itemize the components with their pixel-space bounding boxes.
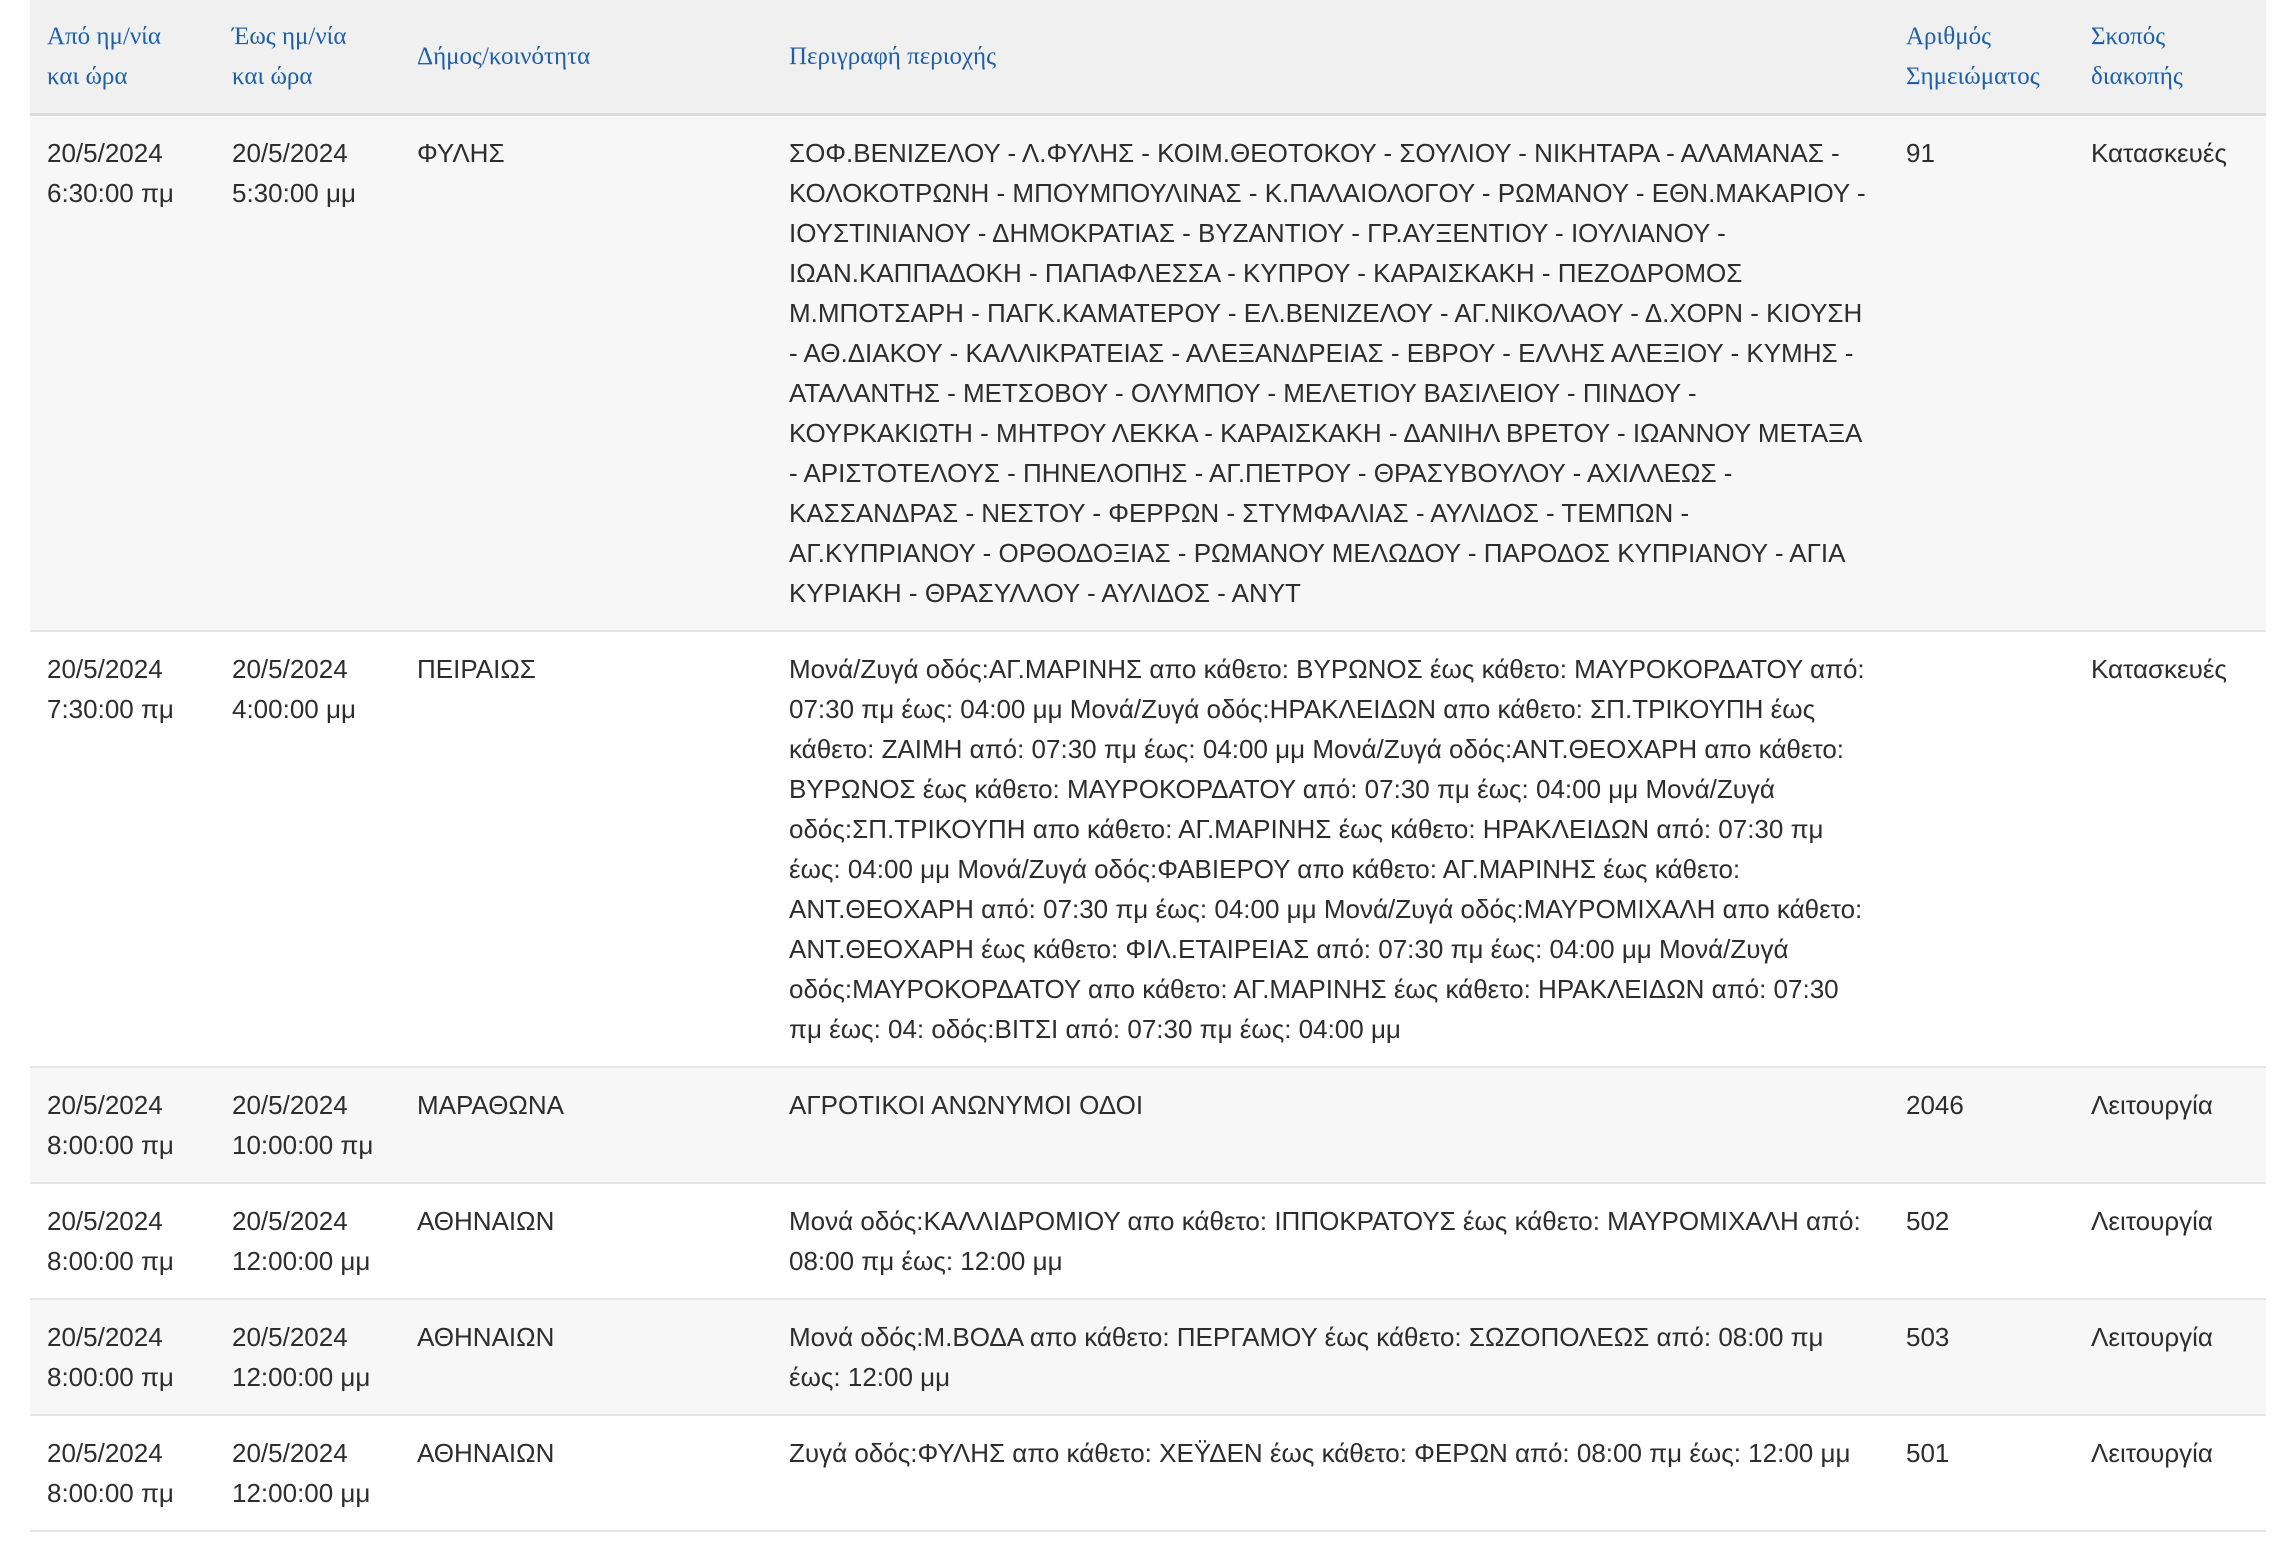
- cell-municipality: ΑΘΗΝΑΙΩΝ: [417, 1322, 555, 1352]
- header-notice-number[interactable]: Αριθμός Σημειώματος: [1906, 23, 2040, 90]
- table-row: [30, 631, 2266, 1067]
- cell-notice-number: 502: [1906, 1206, 1950, 1236]
- cell-outage-purpose: Λειτουργία: [2091, 1090, 2213, 1120]
- table-row: [30, 1299, 2266, 1415]
- cell-notice-number: 2046: [1906, 1090, 1964, 1120]
- cell-from-datetime: 20/5/2024 6:30:00 πμ: [47, 138, 174, 208]
- header-to-datetime[interactable]: Έως ημ/νία και ώρα: [232, 23, 347, 90]
- table-row: [30, 115, 2266, 632]
- cell-from-datetime: 20/5/2024 8:00:00 πμ: [47, 1322, 174, 1392]
- cell-area-description: Μονά/Ζυγά οδός:ΑΓ.ΜΑΡΙΝΗΣ απο κάθετο: ΒΥΡΩΝΟΣ έως κάθετο: ΜΑΥΡΟΚΟΡΔΑΤΟΥ από: 07:30 πμ έως: 04:00 μμ Μονά/Ζυγά οδός:ΗΡΑΚΛΕΙΔΩΝ απο κάθετο: ΣΠ.ΤΡΙΚΟΥΠΗ έως κάθετο: ΖΑΙΜΗ από: 07:30 πμ έως: 04:00 μμ Μονά/Ζυγά οδός:ΑΝΤ.ΘΕΟΧΑΡΗ απο κάθετο: ΒΥΡΩΝΟΣ έως κάθετο: ΜΑΥΡΟΚΟΡΔΑΤΟΥ από: 07:30 πμ έως: 04:00 μμ Μονά/Ζυγά οδός:ΣΠ.ΤΡΙΚΟΥΠΗ απο κάθετο: ΑΓ.ΜΑΡΙΝΗΣ έως κάθετο: ΗΡΑΚΛΕΙΔΩΝ από: 07:30 πμ έως: 04:00 μμ Μονά/Ζυγά οδός:ΦΑΒΙΕΡΟΥ απο κάθετο: ΑΓ.ΜΑΡΙΝΗΣ έως κάθετο: ΑΝΤ.ΘΕΟΧΑΡΗ από: 07:30 πμ έως: 04:00 μμ Μονά/Ζυγά οδός:ΜΑΥΡΟΜΙΧΑΛΗ απο κάθετο: ΑΝΤ.ΘΕΟΧΑΡΗ έως κάθετο: ΦΙΛ.ΕΤΑΙΡΕΙΑΣ από: 07:30 πμ έως: 04:00 μμ Μονά/Ζυγά οδός:ΜΑΥΡΟΚΟΡΔΑΤΟΥ απο κάθετο: ΑΓ.ΜΑΡΙΝΗΣ έως κάθετο: ΗΡΑΚΛΕΙΔΩΝ από: 07:30 πμ έως: 04: οδός:ΒΙΤΣΙ από: 07:30 πμ έως: 04:00 μμ: [789, 654, 1865, 1044]
- header-from-datetime[interactable]: Από ημ/νία και ώρα: [47, 23, 161, 90]
- cell-to-datetime: 20/5/2024 12:00:00 μμ: [232, 1322, 371, 1392]
- cell-to-datetime: 20/5/2024 5:30:00 μμ: [232, 138, 356, 208]
- cell-from-datetime: 20/5/2024 7:30:00 πμ: [47, 654, 174, 724]
- outages-table: [30, 0, 2266, 1532]
- cell-municipality: ΑΘΗΝΑΙΩΝ: [417, 1206, 555, 1236]
- cell-to-datetime: 20/5/2024 4:00:00 μμ: [232, 654, 356, 724]
- cell-area-description: Ζυγά οδός:ΦΥΛΗΣ απο κάθετο: ΧΕΫΔΕΝ έως κάθετο: ΦΕΡΩΝ από: 08:00 πμ έως: 12:00 μμ: [789, 1438, 1851, 1468]
- table-header: [30, 0, 2266, 115]
- table-row: [30, 1415, 2266, 1531]
- table-row: [30, 1067, 2266, 1183]
- cell-outage-purpose: Λειτουργία: [2091, 1322, 2213, 1352]
- header-area-description[interactable]: Περιγραφή περιοχής: [789, 43, 997, 70]
- header-municipality[interactable]: Δήμος/κοινότητα: [417, 43, 591, 70]
- cell-municipality: ΑΘΗΝΑΙΩΝ: [417, 1438, 555, 1468]
- cell-area-description: Μονά οδός:ΚΑΛΛΙΔΡΟΜΙΟΥ απο κάθετο: ΙΠΠΟΚΡΑΤΟΥΣ έως κάθετο: ΜΑΥΡΟΜΙΧΑΛΗ από: 08:00 πμ έως: 12:00 μμ: [789, 1206, 1861, 1276]
- header-outage-purpose[interactable]: Σκοπός διακοπής: [2091, 23, 2183, 90]
- cell-area-description: ΣΟΦ.ΒΕΝΙΖΕΛΟΥ - Λ.ΦΥΛΗΣ - ΚΟΙΜ.ΘΕΟΤΟΚΟΥ - ΣΟΥΛΙΟΥ - ΝΙΚΗΤΑΡΑ - ΑΛΑΜΑΝΑΣ - ΚΟΛΟΚΟΤΡΩΝΗ - ΜΠΟΥΜΠΟΥΛΙΝΑΣ - Κ.ΠΑΛΑΙΟΛΟΓΟΥ - ΡΩΜΑΝΟΥ - ΕΘΝ.ΜΑΚΑΡΙΟΥ - ΙΟΥΣΤΙΝΙΑΝΟΥ - ΔΗΜΟΚΡΑΤΙΑΣ - ΒΥΖΑΝΤΙΟΥ - ΓΡ.ΑΥΞΕΝΤΙΟΥ - ΙΟΥΛΙΑΝΟΥ - ΙΩΑΝ.ΚΑΠΠΑΔΟΚΗ - ΠΑΠΑΦΛΕΣΣΑ - ΚΥΠΡΟΥ - ΚΑΡΑΙΣΚΑΚΗ - ΠΕΖΟΔΡΟΜΟΣ Μ.ΜΠΟΤΣΑΡΗ - ΠΑΓΚ.ΚΑΜΑΤΕΡΟΥ - ΕΛ.ΒΕΝΙΖΕΛΟΥ - ΑΓ.ΝΙΚΟΛΑΟΥ - Δ.ΧΟΡΝ - ΚΙΟΥΣΗ - ΑΘ.ΔΙΑΚΟΥ - ΚΑΛΛΙΚΡΑΤΕΙΑΣ - ΑΛΕΞΑΝΔΡΕΙΑΣ - ΕΒΡΟΥ - ΕΛΛΗΣ ΑΛΕΞΙΟΥ - ΚΥΜΗΣ - ΑΤΑΛΑΝΤΗΣ - ΜΕΤΣΟΒΟΥ - ΟΛΥΜΠΟΥ - ΜΕΛΕΤΙΟΥ ΒΑΣΙΛΕΙΟΥ - ΠΙΝΔΟΥ - ΚΟΥΡΚΑΚΙΩΤΗ - ΜΗΤΡΟΥ ΛΕΚΚΑ - ΚΑΡΑΙΣΚΑΚΗ - ΔΑΝΙΗΛ ΒΡΕΤΟΥ - ΙΩΑΝΝΟΥ ΜΕΤΑΞΑ - ΑΡΙΣΤΟΤΕΛΟΥΣ - ΠΗΝΕΛΟΠΗΣ - ΑΓ.ΠΕΤΡΟΥ - ΘΡΑΣΥΒΟΥΛΟΥ - ΑΧΙΛΛΕΩΣ - ΚΑΣΣΑΝΔΡΑΣ - ΝΕΣΤΟΥ - ΦΕΡΡΩΝ - ΣΤΥΜΦΑΛΙΑΣ - ΑΥΛΙΔΟΣ - ΤΕΜΠΩΝ - ΑΓ.ΚΥΠΡΙΑΝΟΥ - ΟΡΘΟΔΟΞΙΑΣ - ΡΩΜΑΝΟΥ ΜΕΛΩΔΟΥ - ΠΑΡΟΔΟΣ ΚΥΠΡΙΑΝΟΥ - ΑΓΙΑ ΚΥΡΙΑΚΗ - ΘΡΑΣΥΛΛΟΥ - ΑΥΛΙΔΟΣ - ΑΝΥΤ: [789, 138, 1866, 608]
- cell-notice-number: [1889, 631, 2074, 1067]
- cell-notice-number: 91: [1906, 138, 1935, 168]
- cell-municipality: ΠΕΙΡΑΙΩΣ: [417, 654, 536, 684]
- table-row: [30, 1183, 2266, 1299]
- cell-outage-purpose: Κατασκευές: [2091, 654, 2227, 684]
- cell-notice-number: 503: [1906, 1322, 1950, 1352]
- cell-municipality: ΜΑΡΑΘΩΝΑ: [417, 1090, 564, 1120]
- cell-from-datetime: 20/5/2024 8:00:00 πμ: [47, 1438, 174, 1508]
- cell-outage-purpose: Λειτουργία: [2091, 1206, 2213, 1236]
- cell-from-datetime: 20/5/2024 8:00:00 πμ: [47, 1206, 174, 1276]
- cell-municipality: ΦΥΛΗΣ: [417, 138, 505, 168]
- cell-to-datetime: 20/5/2024 12:00:00 μμ: [232, 1206, 371, 1276]
- cell-outage-purpose: Κατασκευές: [2091, 138, 2227, 168]
- cell-area-description: ΑΓΡΟΤΙΚΟΙ ΑΝΩΝΥΜΟΙ ΟΔΟΙ: [789, 1090, 1144, 1120]
- cell-outage-purpose: Λειτουργία: [2091, 1438, 2213, 1468]
- cell-area-description: Μονά οδός:Μ.ΒΟΔΑ απο κάθετο: ΠΕΡΓΑΜΟΥ έως κάθετο: ΣΩΖΟΠΟΛΕΩΣ από: 08:00 πμ έως: 12:00 μμ: [789, 1322, 1824, 1392]
- outages-table-container: [30, 0, 2266, 1532]
- header-row: [30, 0, 2266, 115]
- cell-to-datetime: 20/5/2024 12:00:00 μμ: [232, 1438, 371, 1508]
- cell-notice-number: 501: [1906, 1438, 1950, 1468]
- cell-from-datetime: 20/5/2024 8:00:00 πμ: [47, 1090, 174, 1160]
- cell-to-datetime: 20/5/2024 10:00:00 πμ: [232, 1090, 374, 1160]
- table-body: [30, 115, 2266, 1532]
